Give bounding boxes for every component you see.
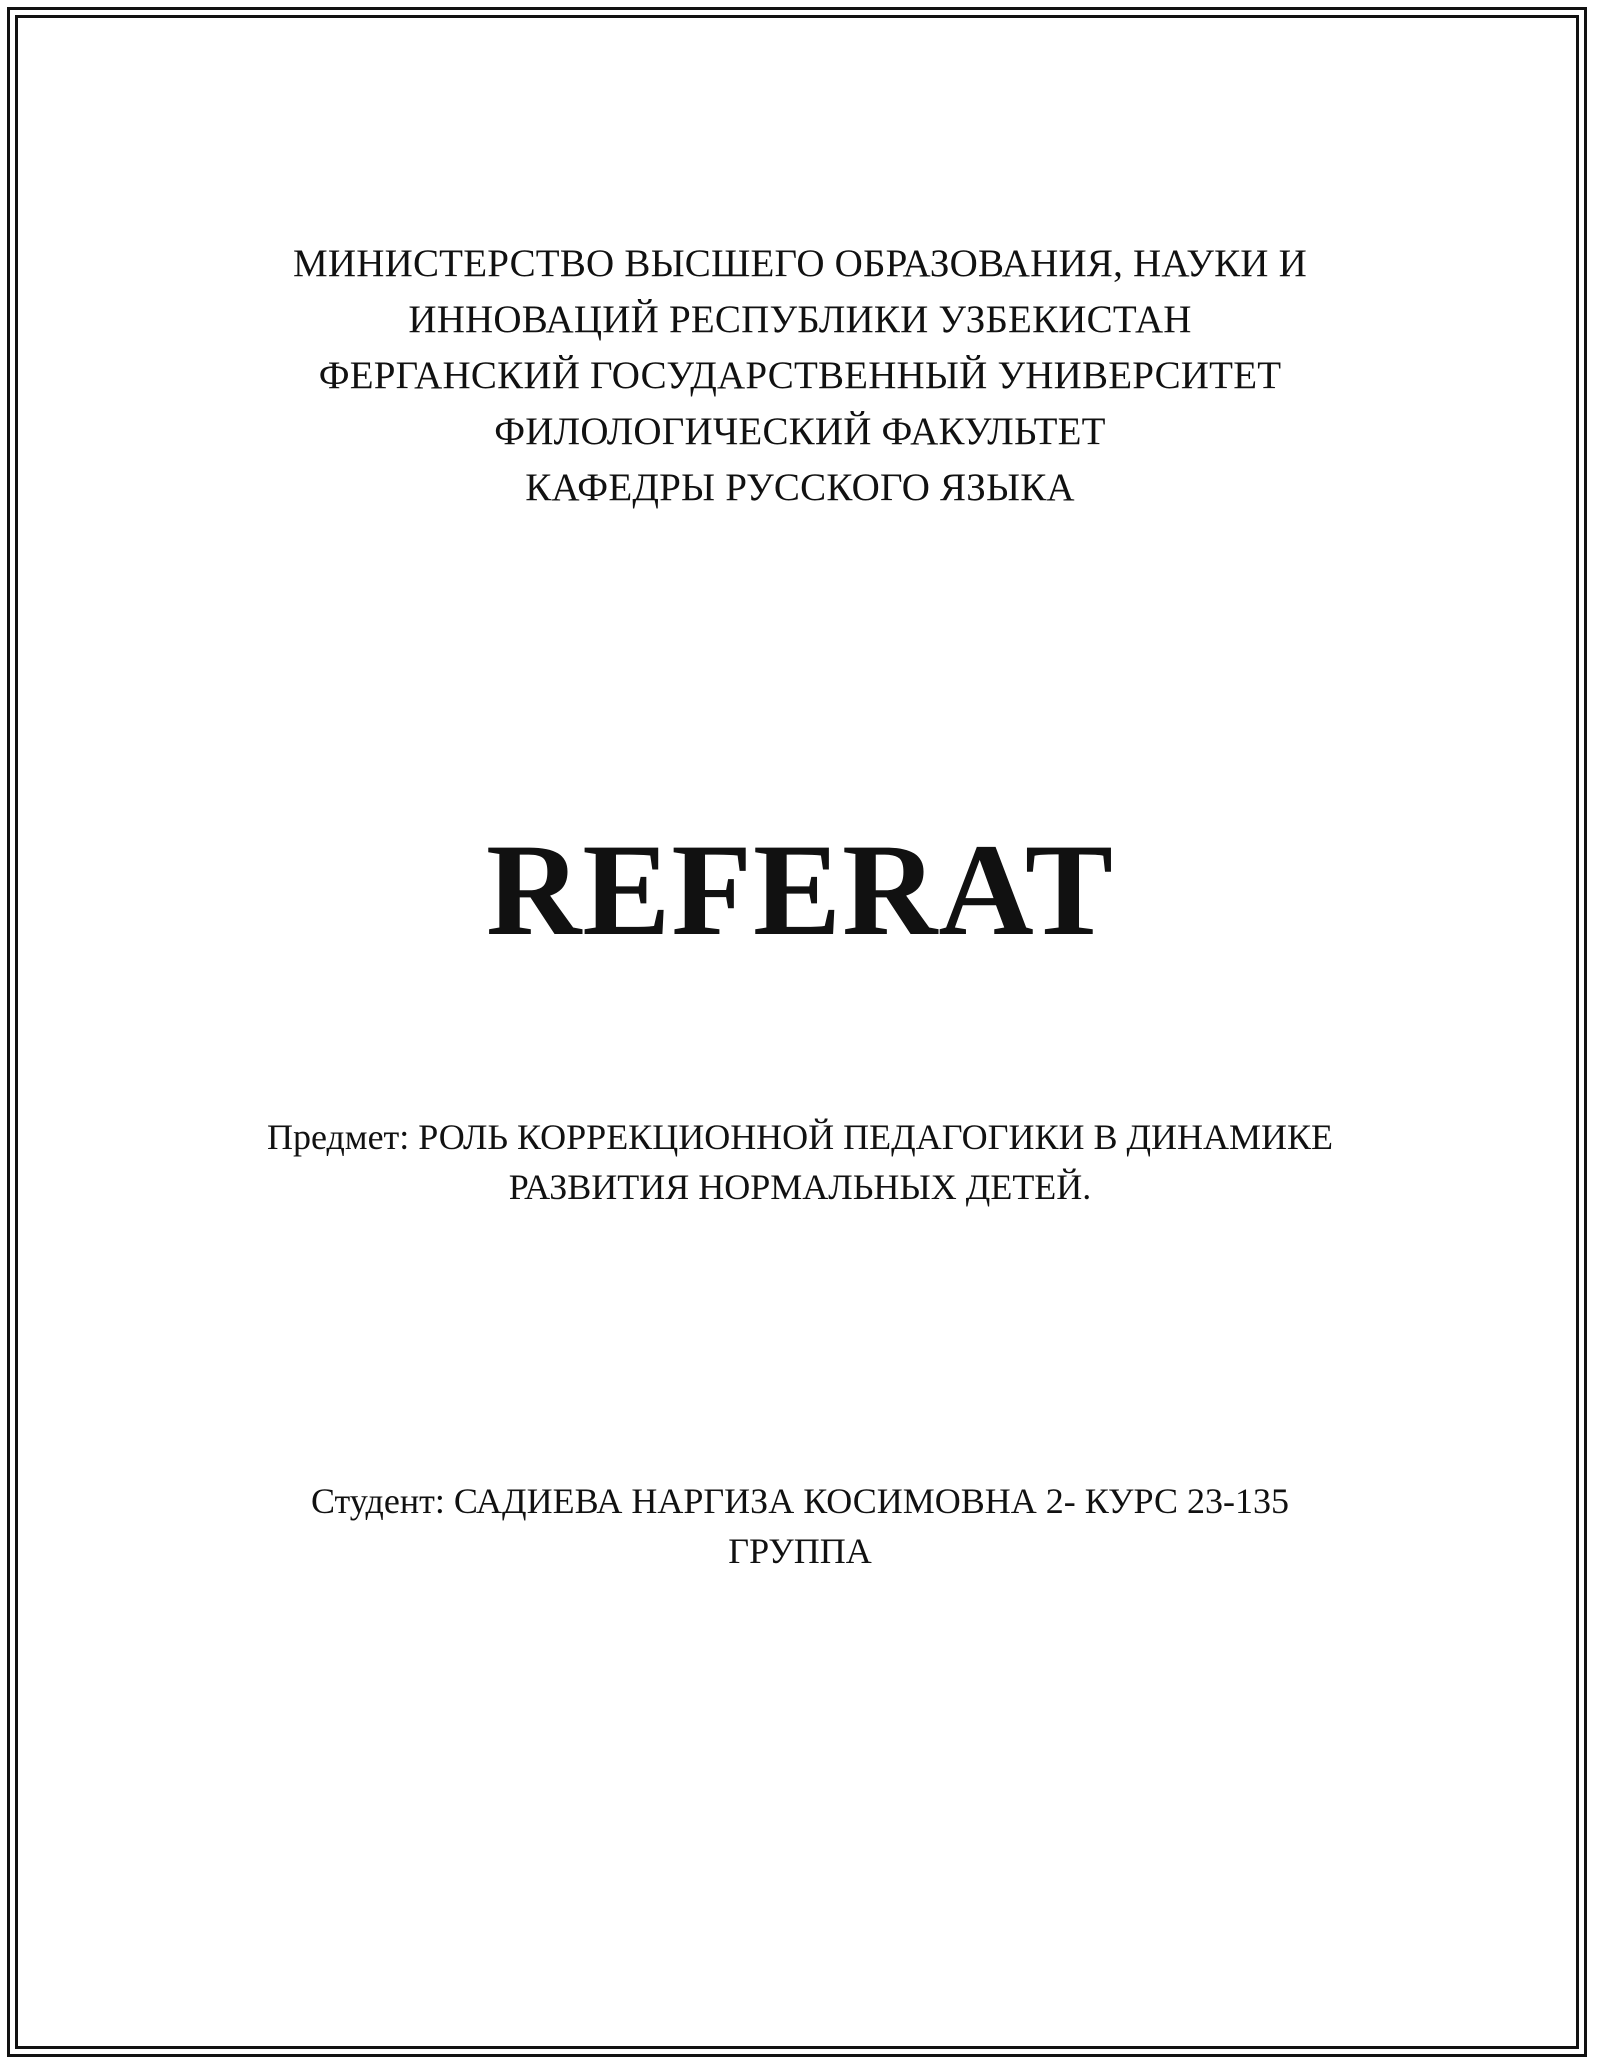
subject-line-2: РАЗВИТИЯ НОРМАЛЬНЫХ ДЕТЕЙ. [508, 1167, 1092, 1207]
header-line-ministry-2: ИННОВАЦИЙ РЕСПУБЛИКИ УЗБЕКИСТАН [408, 298, 1192, 341]
header-line-department: КАФЕДРЫ РУССКОГО ЯЗЫКА [525, 466, 1075, 509]
student-block [0, 1476, 1600, 1576]
header-line-university: ФЕРГАНСКИЙ ГОСУДАРСТВЕННЫЙ УНИВЕРСИТЕТ [318, 354, 1282, 397]
subject-line-1: Предмет: РОЛЬ КОРРЕКЦИОННОЙ ПЕДАГОГИКИ В ДИНАМИКЕ [266, 1117, 1334, 1157]
document-title: REFERAT [486, 816, 1114, 963]
institution-header [0, 236, 1600, 516]
header-line-faculty: ФИЛОЛОГИЧЕСКИЙ ФАКУЛЬТЕТ [494, 410, 1106, 453]
header-line-ministry-1: МИНИСТЕРСТВО ВЫСШЕГО ОБРАЗОВАНИЯ, НАУКИ И [293, 242, 1307, 285]
student-line-1: Студент: САДИЕВА НАРГИЗА КОСИМОВНА 2- КУРС 23-135 [311, 1481, 1289, 1521]
student-line-2: ГРУППА [728, 1531, 872, 1571]
subject-block [0, 1112, 1600, 1212]
